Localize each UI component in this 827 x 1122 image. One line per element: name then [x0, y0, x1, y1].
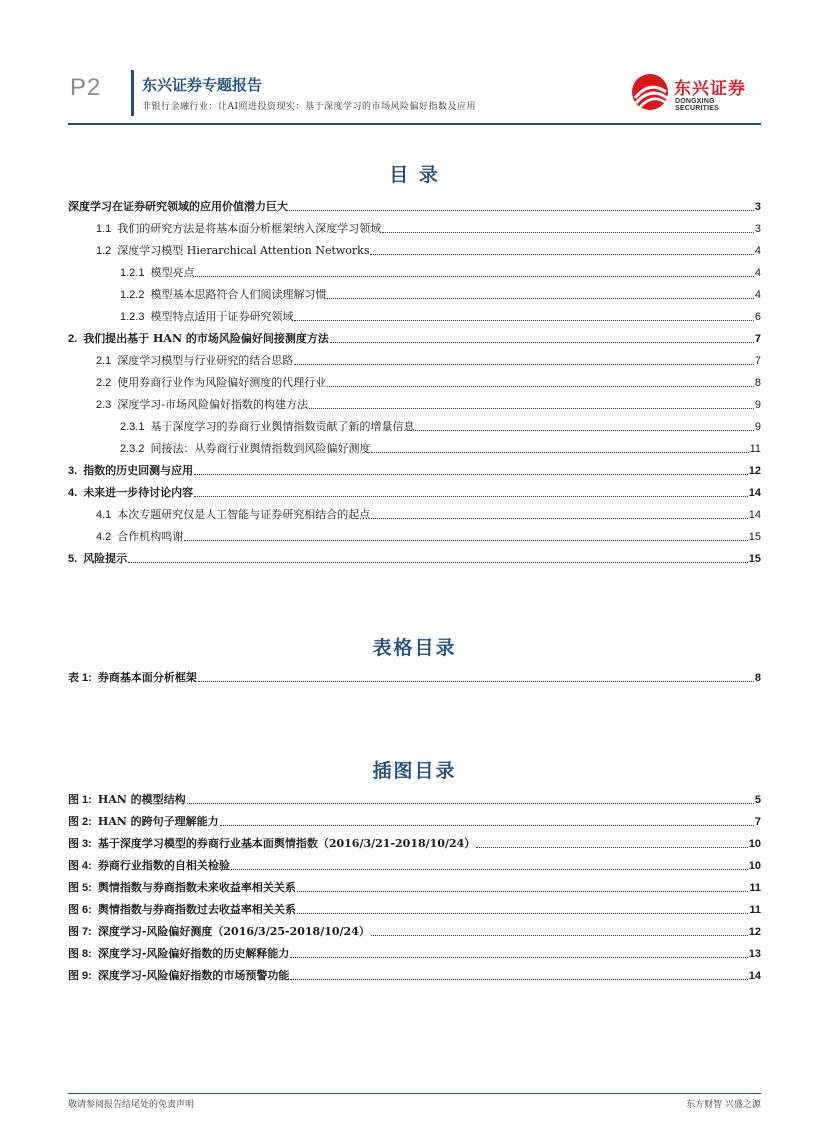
- toc-entry[interactable]: [68, 879, 761, 895]
- toc-entry-number: 图 8:: [68, 948, 92, 960]
- toc-leader-dots: [371, 518, 747, 519]
- toc-entry-page: 14: [748, 487, 761, 499]
- toc-entry-number: 1.2.1: [120, 267, 145, 279]
- toc-entry-page: 10: [748, 838, 761, 850]
- toc-entry-page: 11: [749, 443, 761, 455]
- toc-entry-text: 深度学习模型 Hierarchical Attention Networks: [117, 244, 370, 257]
- toc-entry-page: 9: [754, 399, 761, 411]
- toc-entry-number: 1.1: [96, 223, 112, 235]
- toc-entry-number: 2.: [68, 333, 78, 345]
- toc-entry-number: 1.2.3: [120, 311, 145, 323]
- toc-entry-number: 4.1: [96, 509, 112, 521]
- toc-entry[interactable]: [68, 330, 761, 346]
- toc-entry-page: 9: [754, 421, 761, 433]
- toc-entry-text: 风险提示: [83, 552, 128, 565]
- toc-leader-dots: [194, 474, 748, 475]
- toc-entry[interactable]: [68, 967, 761, 983]
- toc-entry-number: 图 3:: [68, 838, 92, 850]
- toc-entry-text: 我们的研究方法是将基本面分析框架纳入深度学习领域: [117, 222, 382, 235]
- toc-entry-text: 深度学习-风险偏好测度（2016/3/25-2018/10/24）: [97, 925, 370, 938]
- toc-entry-page: 15: [748, 531, 761, 543]
- toc-entry-page: 12: [748, 926, 761, 938]
- toc-leader-dots: [371, 935, 748, 936]
- toc-entry-number: 4.: [68, 487, 78, 499]
- toc-entry-text: 深度学习-市场风险偏好指数的构建方法: [117, 398, 309, 411]
- toc-entry-number: 图 4:: [68, 860, 92, 872]
- toc-entry-number: 3.: [68, 465, 78, 477]
- toc-entry[interactable]: [68, 396, 761, 412]
- toc-leader-dots: [415, 430, 753, 431]
- toc-entry-page: 7: [754, 333, 761, 345]
- toc-entry-text: 舆情指数与券商指数过去收益率相关关系: [97, 903, 296, 916]
- toc-entry[interactable]: [68, 528, 761, 544]
- toc-entry-page: 8: [754, 377, 761, 389]
- toc-entry-text: 模型亮点: [150, 266, 195, 279]
- toc-entry[interactable]: [68, 835, 761, 851]
- toc-entry-text: HAN 的跨句子理解能力: [97, 815, 219, 828]
- toc-leader-dots: [290, 979, 747, 980]
- toc-entry-number: 5.: [68, 553, 78, 565]
- toc-entry-number: 1.2.2: [120, 289, 145, 301]
- toc-entry-number: 表 1:: [68, 672, 92, 684]
- logo-mark-icon: [630, 72, 672, 112]
- toc-entry-page: 14: [748, 970, 761, 982]
- footer-slogan: 东方财智 兴盛之源: [686, 1100, 761, 1110]
- toc-entry[interactable]: [68, 198, 761, 214]
- page-number: P2: [70, 74, 102, 101]
- toc-entry-text: 未来进一步待讨论内容: [83, 486, 194, 499]
- toc-entry-text: 合作机构鸣谢: [117, 530, 184, 543]
- toc-entry-text: 舆情指数与券商指数未来收益率相关关系: [97, 881, 296, 894]
- toc-leader-dots: [198, 681, 754, 682]
- toc-entry[interactable]: [68, 484, 761, 500]
- toc-entry-page: 3: [754, 223, 761, 235]
- toc-leader-dots: [330, 342, 754, 343]
- toc-entry[interactable]: [68, 791, 761, 807]
- toc-entry-page: 10: [748, 860, 761, 872]
- toc-entry[interactable]: [68, 418, 761, 434]
- toc-leader-dots: [297, 913, 749, 914]
- toc-entry[interactable]: [68, 352, 761, 368]
- toc-entry-page: 4: [754, 245, 761, 257]
- toc-leader-dots: [128, 562, 748, 563]
- toc-entry[interactable]: [68, 440, 761, 456]
- toc-leader-dots: [220, 825, 754, 826]
- header-rule: [68, 123, 761, 125]
- toc-leader-dots: [327, 298, 753, 299]
- toc-entry[interactable]: [68, 286, 761, 302]
- toc-entry-text: 本次专题研究仅是人工智能与证券研究相结合的起点: [117, 508, 371, 521]
- toc-entry-page: 6: [754, 311, 761, 323]
- toc-entry-page: 7: [754, 816, 761, 828]
- toc-entry-text: 我们提出基于 HAN 的市场风险偏好间接测度方法: [83, 332, 329, 345]
- toc-entry-number: 2.2: [96, 377, 112, 389]
- toc-leader-dots: [290, 957, 747, 958]
- toc-entry-page: 11: [749, 904, 761, 916]
- toc-leader-dots: [476, 847, 747, 848]
- toc-entry-text: 深度学习在证券研究领域的应用价值潜力巨大: [68, 200, 288, 213]
- toc-entry-number: 图 5:: [68, 882, 92, 894]
- toc-entry-number: 图 7:: [68, 926, 92, 938]
- toc-entry-text: 使用券商行业作为风险偏好测度的代理行业: [117, 376, 327, 389]
- table-toc-title: 表格目录: [372, 637, 457, 659]
- toc-leader-dots: [195, 276, 753, 277]
- toc-entry-text: 基于深度学习模型的券商行业基本面舆情指数（2016/3/21-2018/10/24）: [97, 837, 476, 850]
- toc-leader-dots: [194, 496, 748, 497]
- toc-title: 目 录: [389, 164, 440, 186]
- page-header: [0, 0, 827, 132]
- toc-entry[interactable]: [68, 506, 761, 522]
- toc-entry-page: 15: [748, 553, 761, 565]
- toc-entry-number: 2.3.2: [120, 443, 145, 455]
- report-title: 东兴证券专题报告: [142, 76, 263, 94]
- toc-leader-dots: [297, 891, 749, 892]
- toc-entry-page: 12: [748, 465, 761, 477]
- toc-entry[interactable]: [68, 220, 761, 236]
- toc-entry[interactable]: [68, 901, 761, 917]
- toc-leader-dots: [187, 803, 754, 804]
- toc-entry-page: 13: [748, 948, 761, 960]
- toc-entry-page: 8: [754, 672, 761, 684]
- toc-entry-text: 指数的历史回测与应用: [83, 464, 194, 477]
- toc-entry-text: 深度学习-风险偏好指数的历史解释能力: [97, 947, 290, 960]
- toc-entry-page: 4: [754, 267, 761, 279]
- toc-entry-number: 图 2:: [68, 816, 92, 828]
- toc-leader-dots: [371, 452, 748, 453]
- toc-entry-text: 模型特点适用于证券研究领域: [150, 310, 294, 323]
- toc-entry-number: 4.2: [96, 531, 112, 543]
- logo-text-en: DONGXING SECURITIES: [675, 98, 720, 112]
- toc-entry[interactable]: [68, 308, 761, 324]
- toc-entry[interactable]: [68, 923, 761, 939]
- toc-entry-text: 间接法：从券商行业舆情指数到风险偏好测度: [150, 442, 371, 455]
- toc-entry-number: 2.3.1: [120, 421, 145, 433]
- header-divider: [131, 70, 134, 116]
- toc-entry-number: 图 6:: [68, 904, 92, 916]
- logo-text-cn: 东兴证券: [674, 79, 746, 99]
- toc-entry-text: 券商基本面分析框架: [97, 671, 197, 684]
- toc-leader-dots: [289, 210, 754, 211]
- toc-leader-dots: [184, 540, 747, 541]
- toc-entry-page: 3: [754, 201, 761, 213]
- toc-leader-dots: [294, 320, 753, 321]
- toc-entry-page: 5: [754, 794, 761, 806]
- toc-entry[interactable]: [68, 945, 761, 961]
- toc-entry-page: 14: [748, 509, 761, 521]
- toc-leader-dots: [370, 254, 753, 255]
- toc-leader-dots: [309, 408, 754, 409]
- toc-entry-page: 11: [749, 882, 761, 894]
- toc-entry-text: 深度学习-风险偏好指数的市场预警功能: [97, 969, 290, 982]
- toc-entry-number: 图 9:: [68, 970, 92, 982]
- toc-entry-text: 基于深度学习的券商行业舆情指数贡献了新的增量信息: [150, 420, 415, 433]
- toc-leader-dots: [231, 869, 748, 870]
- footer-rule: [68, 1093, 761, 1094]
- toc-entry-page: 7: [754, 355, 761, 367]
- report-subtitle: 非银行金融行业：让AI照进投资现实：基于深度学习的市场风险偏好指数及应用: [142, 102, 477, 112]
- toc-entry[interactable]: [68, 669, 761, 685]
- toc-entry[interactable]: [68, 813, 761, 829]
- toc-leader-dots: [382, 232, 754, 233]
- company-logo: [630, 72, 760, 112]
- toc-entry-text: HAN 的模型结构: [97, 793, 186, 806]
- figure-toc-title: 插图目录: [372, 760, 457, 782]
- toc-entry[interactable]: [68, 462, 761, 478]
- toc-entry[interactable]: [68, 242, 761, 258]
- toc-leader-dots: [327, 386, 754, 387]
- toc-entry-text: 券商行业指数的自相关检验: [97, 859, 230, 872]
- toc-entry[interactable]: [68, 550, 761, 566]
- toc-entry-text: 深度学习模型与行业研究的结合思路: [117, 354, 294, 367]
- toc-entry-number: 1.2: [96, 245, 112, 257]
- footer-disclaimer: 敬请参阅报告结尾处的免责声明: [68, 1100, 195, 1110]
- toc-entry-number: 2.3: [96, 399, 112, 411]
- toc-entry-page: 4: [754, 289, 761, 301]
- toc-entry-number: 2.1: [96, 355, 112, 367]
- toc-entry[interactable]: [68, 374, 761, 390]
- toc-entry-number: 图 1:: [68, 794, 92, 806]
- toc-entry[interactable]: [68, 264, 761, 280]
- toc-entry-text: 模型基本思路符合人们阅读理解习惯: [150, 288, 327, 301]
- toc-leader-dots: [294, 364, 754, 365]
- toc-entry[interactable]: [68, 857, 761, 873]
